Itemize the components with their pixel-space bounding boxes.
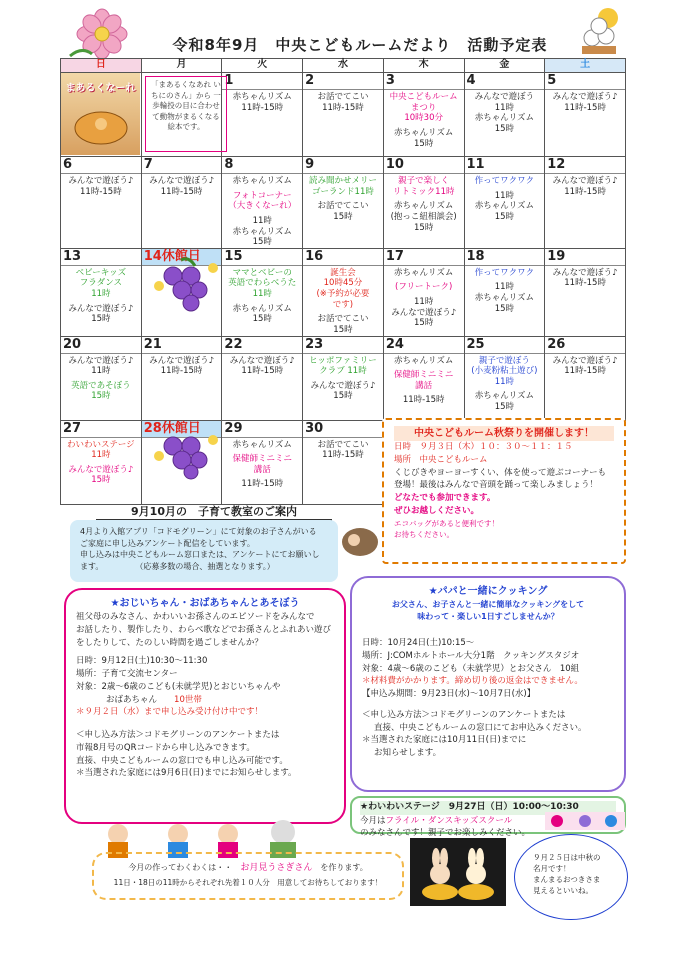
weekday-sat: 土 <box>545 59 626 73</box>
day-number: 15 <box>222 249 302 266</box>
day-number: 7 <box>142 157 222 174</box>
calendar-day-cell <box>303 336 384 420</box>
calendar-day-cell <box>61 336 142 420</box>
day-number: 5 <box>545 73 625 90</box>
calendar-day-cell <box>61 248 142 336</box>
event-text: （大きくなーれ） <box>228 201 297 212</box>
calendar-day-cell <box>222 73 303 157</box>
day-number: 9 <box>303 157 383 174</box>
calendar-week-row <box>61 336 626 420</box>
festival-note-1: どなたでも参加できます。 <box>394 493 496 503</box>
day-number: 20 <box>61 337 141 354</box>
event-text: 11時 <box>91 289 111 299</box>
calendar-day-cell <box>545 73 626 157</box>
calendar-day-cell <box>303 73 384 157</box>
cooking-how-3: ＊当選された家庭には10月11日(日)までに <box>362 735 527 746</box>
day-number: 22 <box>222 337 302 354</box>
event-text: 11時 <box>414 297 434 307</box>
event-text: 保健師ミニミニ <box>393 370 454 381</box>
dango-decoration <box>574 6 630 58</box>
grandparents-desc-1: 祖父母のみなさん、かわいいお孫さんのエピソードをみんなで <box>76 612 315 622</box>
event-text: 11時-15時 <box>160 186 203 197</box>
event-text: 11時 <box>494 282 515 293</box>
event-text: 11時 <box>494 376 515 387</box>
event-text: 読み聞かせメリー <box>308 176 377 186</box>
event-text: みんなで遊ぼう♪ <box>149 176 215 186</box>
event-text: 赤ちゃんリズム <box>474 293 535 303</box>
event-text: 赤ちゃんリズム <box>393 355 454 366</box>
event-text: 11時 <box>494 190 515 201</box>
calendar-week-row <box>61 248 626 336</box>
grandparents-target-2: おばあちゃん <box>106 694 158 705</box>
event-text: 赤ちゃんリズム <box>393 201 454 212</box>
day-number: 13 <box>61 249 141 266</box>
weekday-wed: 水 <box>303 59 384 73</box>
day-number: 25 <box>465 337 545 354</box>
day-number: 18 <box>465 249 545 266</box>
weekday-thu: 木 <box>383 59 464 73</box>
event-text: フォトコーナー <box>232 190 292 201</box>
event-text: クラブ 11時 <box>319 366 367 377</box>
grandparents-title: ★おじいちゃん・おばあちゃんとあそぼう <box>110 598 300 609</box>
grape-illustration-2 <box>149 430 225 480</box>
calendar-day-cell <box>464 157 545 249</box>
moon-speech-bubble <box>514 834 628 920</box>
event-text: 講話 <box>253 464 271 475</box>
event-text: 15時 <box>414 138 434 149</box>
event-text: 15時 <box>91 314 111 325</box>
calendar-day-cell <box>222 420 303 504</box>
flower-decoration <box>62 8 142 60</box>
grandparents-how-1: ＜申し込み方法＞コドモグリーンのアンケートまたは <box>76 730 280 740</box>
parenting-notice <box>70 520 338 582</box>
event-text: 15時 <box>333 211 353 222</box>
day-number: 12 <box>545 157 625 174</box>
day-number: 8 <box>222 157 302 174</box>
calendar-day-cell <box>61 157 142 249</box>
event-text: 11時-15時 <box>564 366 606 377</box>
event-text: 赤ちゃんリズム <box>232 439 292 450</box>
craft-line-1c: を作ります。 <box>320 863 368 872</box>
event-text: 赤ちゃんリズム <box>232 226 292 237</box>
event-text: 赤ちゃんリズム <box>474 201 535 212</box>
cooking-fee: ＊材料費がかかります。締め切り後の返金はできません。 <box>362 676 583 687</box>
grandparents-count: 10世帯 <box>174 694 202 705</box>
event-text: みんなで遊ぼう♪ <box>552 267 618 278</box>
event-text: みんなで遊ぼう♪ <box>552 176 618 186</box>
event-text: 赤ちゃんリズム <box>393 267 454 278</box>
calendar-day-cell <box>141 336 222 420</box>
event-text: 11時-15時 <box>160 366 203 377</box>
day-number: 27 <box>61 421 141 438</box>
bubble-line-4: 見えるといいね。 <box>533 885 593 895</box>
calendar-day-cell <box>303 157 384 249</box>
event-text: 15時 <box>494 303 515 314</box>
calendar-day-cell <box>303 248 384 336</box>
weekday-fri: 金 <box>464 59 545 73</box>
calendar-day-cell <box>464 248 545 336</box>
event-text: 11時-15時 <box>80 186 122 197</box>
day-number: 6 <box>61 157 141 174</box>
craft-line-2: 11日・18日の11時からそれぞれ先着１０人分 用意してお待ちしております！ <box>113 878 383 888</box>
cooking-title: ★パパと一緒にクッキング <box>428 586 548 597</box>
event-text: 15時 <box>494 402 515 412</box>
craft-line-1a: 今月の作ってわくわくは・・ <box>128 863 233 872</box>
cooking-period: 【申込み期間：9月23日(水)～10月7日(水)】 <box>362 689 536 699</box>
grape-illustration <box>149 256 225 314</box>
cooking-target: 対象：4歳～6歳のこども（未就学児）とお父さん 10組 <box>362 663 580 674</box>
event-text: みんなで遊ぼう♪ <box>552 355 618 366</box>
event-text: お話でてこい <box>317 314 369 325</box>
event-text: リトミック11時 <box>392 186 455 197</box>
festival-note-3: エコバッグがあると便利です！ <box>394 518 499 528</box>
parenting-title: 9月10月の 子育て教室のご案内 <box>96 503 332 521</box>
calendar-day-cell <box>61 420 142 504</box>
weekday-sun: 日 <box>61 59 142 73</box>
hedgehog-illustration <box>338 516 382 562</box>
day-number: 1 <box>222 73 302 90</box>
event-text: 15時 <box>91 391 111 402</box>
event-text: 英語でわらべうた <box>228 278 297 289</box>
festival-note-4: お待ちください。 <box>394 529 454 539</box>
event-text: みんなで遊ぼう♪ <box>229 355 295 366</box>
event-text: (小麦粉粘土遊び) <box>471 366 538 377</box>
event-text: 11時 <box>252 289 272 299</box>
grandparents-desc-3: をしたりして、たのしい時間を過ごしませんか？ <box>76 637 263 648</box>
rabbit-craft-photo <box>410 838 506 906</box>
event-text: 15時 <box>252 314 272 325</box>
event-text: 11時-15時 <box>241 479 284 490</box>
event-text: 11時 <box>91 450 111 461</box>
event-text: (フリートーク) <box>395 282 453 293</box>
grandparents-how-4: ＊当選された家庭には9月6日(日)までにお知らせします。 <box>76 768 297 779</box>
day-number: 21 <box>142 337 222 354</box>
stage-title: ★わいわいステージ 9月27日（日）10:00～10:30 <box>360 801 616 815</box>
festival-notice <box>382 418 626 564</box>
event-text: お話でてこい <box>317 201 369 212</box>
bubble-line-1: ９月２５日は中秋の <box>533 853 601 862</box>
day-number: 17 <box>384 249 464 266</box>
day-number: 14休館日 <box>142 249 222 266</box>
weekday-mon: 月 <box>141 59 222 73</box>
calendar-day-cell <box>545 157 626 249</box>
day-number: 30 <box>303 421 383 438</box>
grandparents-notice <box>64 588 346 824</box>
event-text: わいわいステージ <box>67 439 135 450</box>
event-text: 作ってワクワク <box>474 267 535 278</box>
event-text: 15時 <box>414 222 434 233</box>
grandparents-place: 場所：子育て交流センター <box>76 669 178 679</box>
event-text: 11時-15時 <box>564 102 606 113</box>
event-text: 赤ちゃんリズム <box>232 176 292 186</box>
calendar-day-cell <box>545 248 626 336</box>
cat-illustration <box>61 94 140 150</box>
event-text: 10時45分 <box>323 278 363 289</box>
event-text: 11時-15時 <box>564 186 606 197</box>
festival-place: 場所 中央こどもルーム <box>394 454 488 465</box>
calendar-day-cell <box>464 73 545 157</box>
festival-date: 日時 ９月３日（木）１０：３０～１１：１５ <box>394 442 573 452</box>
cooking-how-1: ＜申し込み方法＞コドモグリーンのアンケートまたは <box>362 709 566 720</box>
event-text: 英語であそぼう <box>71 380 131 391</box>
event-text: お話でてこい <box>317 92 369 102</box>
event-text: お話でてこい <box>317 439 369 450</box>
event-text: 親子で楽しく <box>398 176 450 186</box>
event-text: 11時-15時 <box>241 102 284 113</box>
event-text: 11時 <box>252 215 272 226</box>
event-text: 11時 <box>91 366 111 377</box>
event-text: (※予約が必要 <box>316 289 370 299</box>
calendar-day-cell <box>383 336 464 420</box>
weekday-header-row <box>61 59 626 73</box>
event-text: 作ってワクワク <box>474 176 535 186</box>
grandparents-deadline: ＊９月２日（水）まで申し込み受け付け中です！ <box>76 707 264 718</box>
cooking-how-2: 直接、中央こどもルームの窓口にてお申込みください。 <box>374 722 587 733</box>
event-text: 赤ちゃんリズム <box>474 113 535 124</box>
bubble-line-3: まんまるおつきさま <box>533 874 601 884</box>
event-text: 赤ちゃんリズム <box>393 127 454 138</box>
event-text: 11時-15時 <box>402 395 445 406</box>
event-text: です) <box>332 299 354 310</box>
festival-title: 中央こどもルーム秋祭りを開催します！ <box>394 426 614 441</box>
day-number: 11 <box>465 157 545 174</box>
event-text: フラダンス <box>79 278 122 289</box>
day-number: 2 <box>303 73 383 90</box>
event-text: 15時 <box>252 237 272 248</box>
event-text: みんなで遊ぼう♪ <box>68 464 134 475</box>
event-text: みんなで遊ぼう♪ <box>68 176 134 186</box>
event-text: 15時 <box>414 318 434 329</box>
stage-line-1a: 今月は <box>360 815 386 826</box>
day-number: 16 <box>303 249 383 266</box>
parenting-line-2: ご家庭に申し込みアンケート配信をしています。 <box>80 538 255 548</box>
calendar-day-cell <box>141 157 222 249</box>
calendar-day-cell <box>222 336 303 420</box>
dance-school-logo <box>545 812 625 830</box>
calendar-day-cell <box>222 248 303 336</box>
parenting-line-1: 4月より入館アプリ「コドモグリーン」にて対象のお子さんがいる <box>80 527 317 536</box>
event-text: みんなで遊ぼう♪ <box>149 355 215 366</box>
event-text: 赤ちゃんリズム <box>232 92 292 102</box>
event-text: 15時 <box>333 391 353 402</box>
event-text: 15時 <box>494 211 515 222</box>
book-cover-image <box>61 73 140 155</box>
craft-notice <box>92 852 404 900</box>
event-text: 11時-15時 <box>322 102 364 113</box>
event-text: みんなで遊ぼう♪ <box>68 355 134 366</box>
calendar-day-cell <box>222 157 303 249</box>
calendar-day-cell <box>545 336 626 420</box>
cooking-notice <box>350 576 626 792</box>
event-text: 15時 <box>494 123 515 134</box>
grandparents-desc-2: お話したり、製作したり、わらべ歌などでお孫さんとふれあい遊び <box>76 624 332 635</box>
day-number: 3 <box>384 73 464 90</box>
day-number: 28休館日 <box>142 421 222 438</box>
calendar-week-row <box>61 157 626 249</box>
craft-line-1b: お月見うさぎさん <box>240 863 313 873</box>
event-text: ヒッポファミリー <box>309 355 377 366</box>
event-text: みんなで遊ぼう♪ <box>310 380 376 391</box>
grandparents-target: 対象：2歳～6歳のこども(未就学児)とおじいちゃんや <box>76 681 281 692</box>
cooking-date: 日時：10月24日(土)10:15～ <box>362 638 475 648</box>
cooking-how-4: お知らせします。 <box>374 748 442 758</box>
bubble-line-2: 名月です！ <box>533 863 571 873</box>
festival-desc-1: くじびきやヨーヨーすくい、体を使って遊ぶコーナーも <box>394 467 607 478</box>
calendar-day-cell <box>383 157 464 249</box>
event-text: みんなで遊ぼう♪ <box>552 92 618 102</box>
event-text: 講話 <box>415 380 433 391</box>
cooking-sub-2: 味わって・楽しい1日すごしませんか？ <box>417 612 559 621</box>
event-text: 赤ちゃんリズム <box>474 391 535 402</box>
book-cover-title: まあるくなーれ <box>65 83 136 94</box>
event-text: 11時-15時 <box>564 278 606 289</box>
event-text: (抱っこ紐相談会) <box>390 211 457 222</box>
cooking-sub-1: お父さん、お子さんと一緒に簡単なクッキングをして <box>391 600 585 609</box>
event-text: 保健師ミニミニ <box>232 454 293 465</box>
day-number: 26 <box>545 337 625 354</box>
event-text: 11時 <box>494 102 515 113</box>
stage-line-2: のみなさんです！親子でお楽しみください。 <box>360 828 531 839</box>
grandparents-how-2: 市報8月号のQRコードから申し込みできます。 <box>76 742 255 753</box>
calendar-day-cell <box>303 420 384 504</box>
event-text: 15時 <box>333 324 353 335</box>
event-text: まつり <box>410 102 437 113</box>
parenting-line-3: 申し込みは中央こどもルーム窓口または、アンケートにてお願いし <box>80 550 320 560</box>
event-text: みんなで遊ぼう♪ <box>68 303 134 314</box>
day-number: 10 <box>384 157 464 174</box>
event-text: みんなで遊ぼう <box>474 92 535 102</box>
festival-desc-2: 登場！最後はみんなで音頭を踊って楽しみましょう！ <box>394 480 599 491</box>
event-text: 15時 <box>91 475 111 486</box>
event-text: ママとベビーの <box>232 267 292 278</box>
calendar-day-cell <box>383 73 464 157</box>
festival-note-2: ぜひお越しください。 <box>394 505 480 516</box>
day-number: 24 <box>384 337 464 354</box>
day-number: 29 <box>222 421 302 438</box>
stage-line-1b: フライル・ダンスキッズスクール <box>385 815 513 826</box>
day-number: 23 <box>303 337 383 354</box>
event-text: ベビーキッズ <box>75 267 127 278</box>
page-title: 令和8年9月 中央こどもルームだより 活動予定表 <box>172 36 548 54</box>
day-number: 19 <box>545 249 625 266</box>
calendar-day-cell <box>383 248 464 336</box>
event-text: 親子で遊ぼう <box>478 355 530 366</box>
event-text: 中央こどもルーム <box>389 92 458 102</box>
event-text: ゴーランド11時 <box>312 186 374 197</box>
event-text: 11時-15時 <box>241 366 284 377</box>
grandparents-date: 日時：9月12日(土)10:30～11:30 <box>76 656 208 667</box>
event-text: みんなで遊ぼう♪ <box>391 307 457 318</box>
weekday-tue: 火 <box>222 59 303 73</box>
event-text: 誕生会 <box>330 267 356 278</box>
event-text: 10時30分 <box>404 113 443 124</box>
cooking-place: 場所：J:COMホルトホール大分1階 クッキングスタジオ <box>362 650 580 661</box>
event-text: 赤ちゃんリズム <box>232 303 292 314</box>
book-caption: 「まあるくなあれ いちにのさん」から 一歩輪投の目に合わせて動物がまるくなる絵本です。 <box>145 76 227 152</box>
parenting-line-4: ます。 （応募多数の場合、抽選となります。） <box>80 561 275 571</box>
day-number: 4 <box>465 73 545 90</box>
grandparents-how-3: 直接、中央こどもルームの窓口でも申し込み可能です。 <box>76 755 288 766</box>
event-text: 11時-15時 <box>322 450 364 461</box>
calendar-day-cell <box>464 336 545 420</box>
